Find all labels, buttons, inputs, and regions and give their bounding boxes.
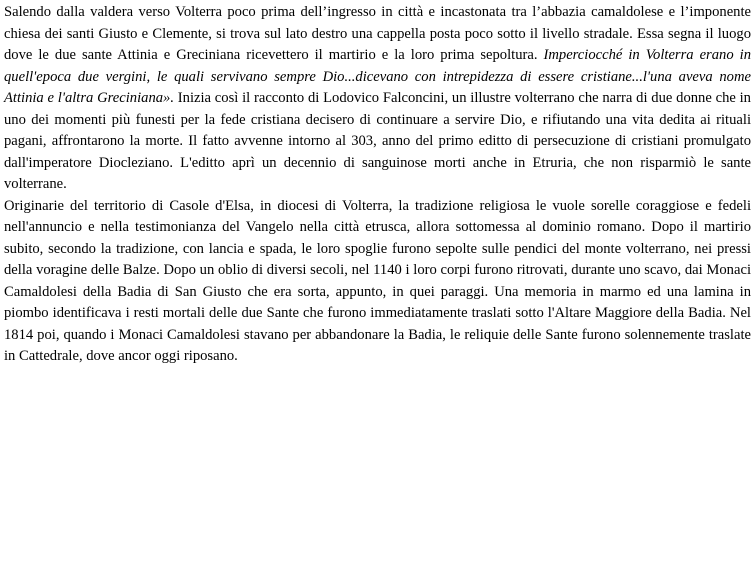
falconcini-quote: Imperciocché in Volterra erano in quell'epoca due vergini, le quali servivano sempre Dio...dicevano con intrepidezza di essere cristiane...l'una aveva nome Attinia e l'altra Greciniana». [4, 47, 751, 106]
paragraph-origins: Originarie del territorio di Casole d'Elsa, in diocesi di Volterra, la tradizione religiosa le vuole sorelle coraggiose e fedeli nell'annuncio e nella testimonianza del Vangelo nella città etrusca, allora sottomessa al dominio romano. Dopo il martirio subito, secondo la tradizione, con lancia e spada, le loro spoglie furono sepolte sulle pendici del monte volterrano, nei pressi della voragine delle Balze. Dopo un oblio di diversi secoli, nel 1140 i loro corpi furono ritrovati, durante uno scavo, dai Monaci Camaldolesi della Badia di San Giusto che era sorta, appunto, in quei paraggi. Una memoria in marmo ed una lamina in piombo identificava i resti mortali delle due Sante che furono immediatamente traslati sotto l'Altare Maggiore della Badia. Nel 1814 poi, quando i Monaci Camaldolesi stavano per abbandonare la Badia, le reliquie delle Sante furono solennemente traslate in Cattedrale, dove ancor oggi riposano. [4, 197, 751, 364]
paragraph-martyrdom [4, 2, 751, 196]
document-body [4, 2, 751, 368]
paragraph-intro-text: Salendo dalla valdera verso Volterra poco prima dell’ingresso in città e incastonata tra l’abbazia camaldolese e l’imponente chiesa dei santi Giusto e Clemente, si trova sul lato destro una cappella posta poco sotto il livello stradale. Essa segna il luogo dove le due sante Attinia e Greciniana ricevettero il martirio e la loro prima sepoltura. [4, 4, 751, 63]
paragraph-continuation-text: Inizia così il racconto di Lodovico Falconcini, un illustre volterrano che narra di due donne che in uno dei momenti più funesti per la fede cristiana decisero di continuare a servire Dio, e rifiutando una vita dedita ai rituali pagani, affrontarono la morte. Il fatto avvenne intorno al 303, anno del primo editto di persecuzione di cristiani promulgato dall'imperatore Diocleziano. L'editto aprì un decennio di sanguinose morti anche in Etruria, che non risparmiò le sante volterrane. [4, 90, 751, 192]
